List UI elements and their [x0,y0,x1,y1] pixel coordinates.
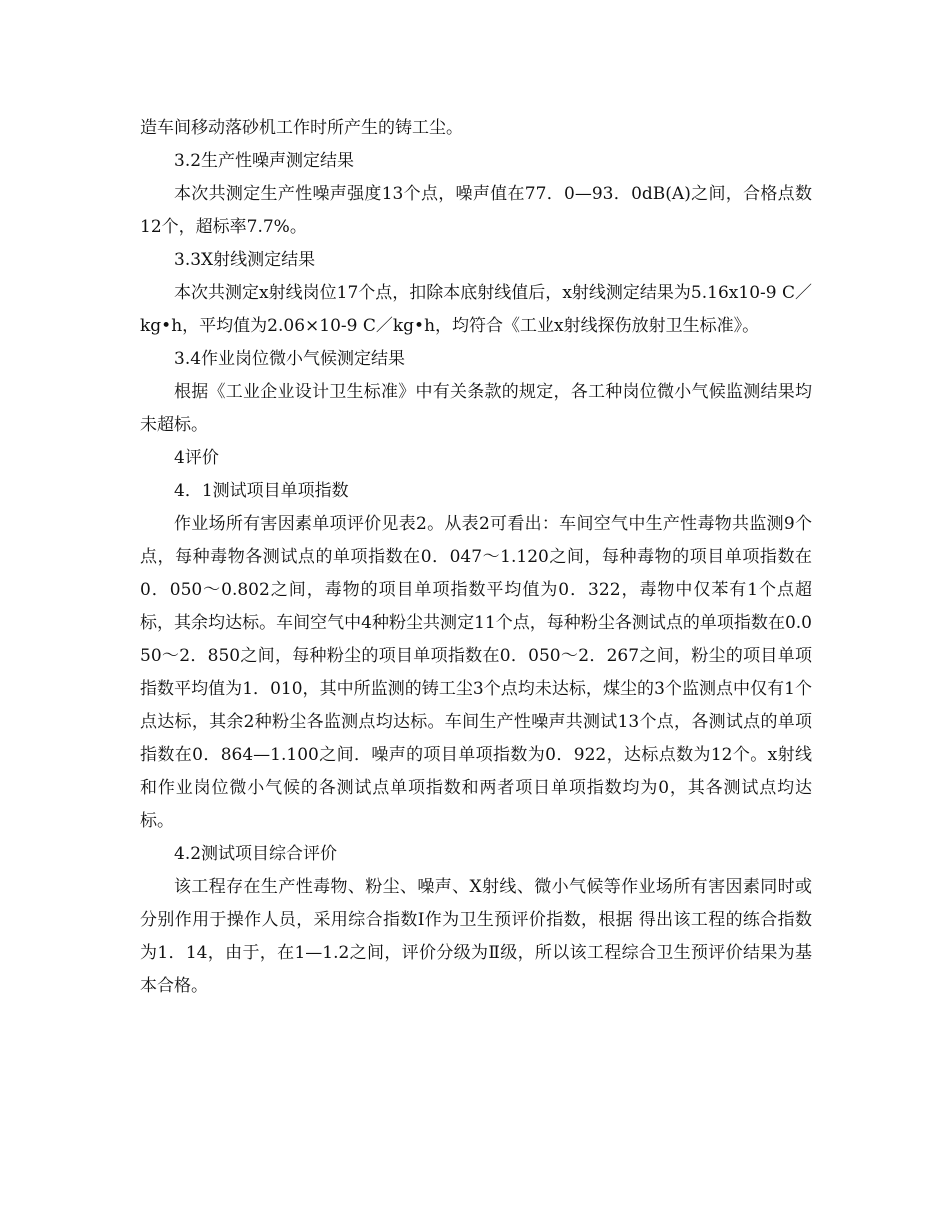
section-heading-3-2: 3.2生产性噪声测定结果 [174,151,355,171]
section-heading-3-4: 3.4作业岗位微小气候测定结果 [174,349,406,369]
paragraph-noise-results: 本次共测定生产性噪声强度13个点，噪声值在77．0—93．0dB(A)之间，合格点数12个，超标率7.7%。 [140,184,812,237]
paragraph-single-index: 作业场所有害因素单项评价见表2。从表2可看出：车间空气中生产性毒物共监测9个点，每种毒物各测试点的单项指数在0．047～1.120之间，每种毒物的项目单项指数在0．050～0.802之间，毒物的项目单项指数平均值为0．322，毒物中仅苯有1个点超标，其余均达标。车间空气中4种粉尘共测定11个点，每种粉尘各测试点的单项指数在0.050～2．850之间，每种粉尘的项目单项指数在0．050～2．267之间，粉尘的项目单项指数平均值为1．010，其中所监测的铸工尘3个点均未达标，煤尘的3个监测点中仅有1个点达标，其余2种粉尘各监测点均达标。车间生产性噪声共测试13个点，各测试点的单项指数在0．864—1.100之间．噪声的项目单项指数为0．922，达标点数为12个。x射线和作业岗位微小气候的各测试点单项指数和两者项日单项指数均为0，其各测试点均达标。 [140,514,812,831]
paragraph-microclimate-results: 根据《工业企业设计卫生标准》中有关条款的规定，各工种岗位微小气候监测结果均未超标。 [140,382,812,435]
paragraph-xray-results: 本次共测定x射线岗位17个点，扣除本底射线值后，x射线测定结果为5.16x10-9 C／kg•h，平均值为2.06×10-9 C／kg•h，均符合《工业x射线探伤放射卫生标准》。 [140,283,812,336]
paragraph-comprehensive-evaluation: 该工程存在生产性毒物、粉尘、噪声、X射线、微小气候等作业场所有害因素同时或分别作用于操作人员，采用综合指数Ⅰ作为卫生预评价指数，根据 得出该工程的练合指数为1．14，由于，在1—1.2之间，评价分级为Ⅱ级，所以该工程综合卫生预评价结果为基本合格。 [140,877,812,996]
paragraph-continuation: 造车间移动落砂机工作时所产生的铸工尘。 [140,118,463,138]
section-heading-4: 4评价 [174,448,219,468]
section-heading-4-2: 4.2测试项目综合评价 [174,844,338,864]
section-heading-4-1: 4．1测试项目单项指数 [174,481,349,501]
document-page [140,112,812,1003]
section-heading-3-3: 3.3X射线测定结果 [174,250,316,270]
